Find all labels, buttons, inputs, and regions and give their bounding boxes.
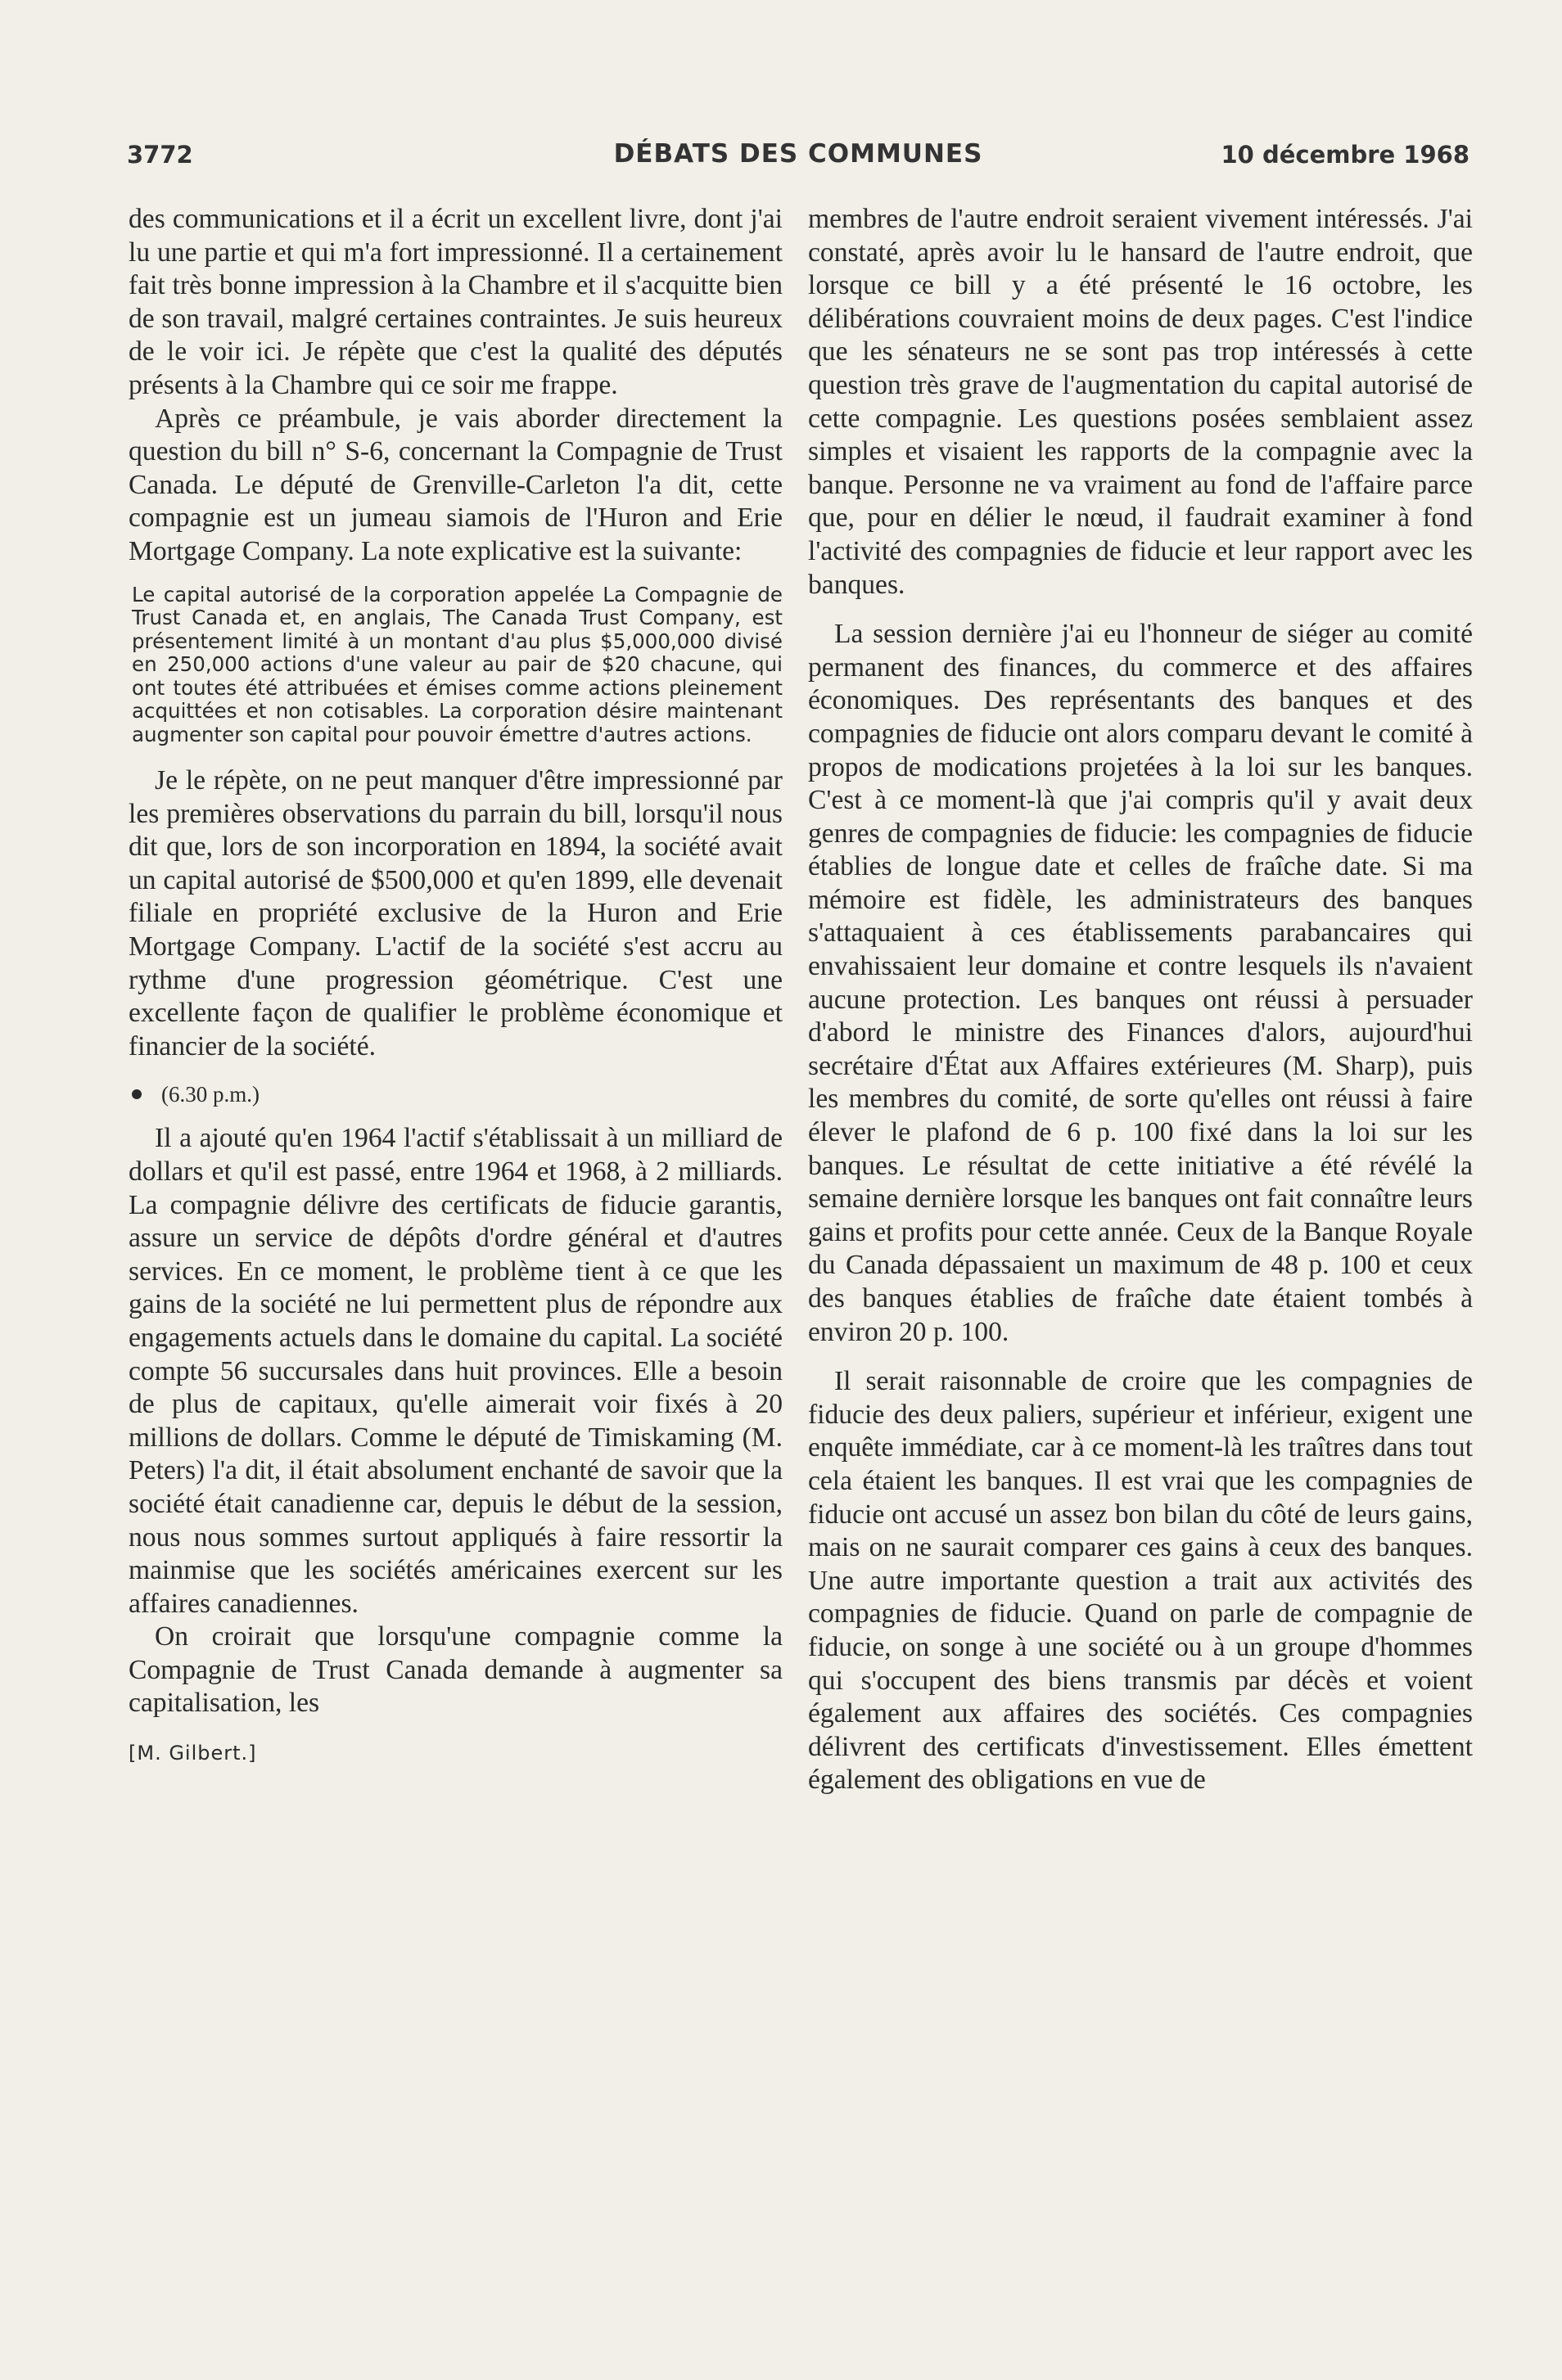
paragraph: membres de l'autre endroit seraient vivement intéressés. J'ai constaté, après avoir lu le hansard de l'autre endroit, que lorsque ce bill y a été présenté le 16 octobre, les délibérations couvraient moins de deux pages. C'est l'indice que les sénateurs ne se sont pas trop intéressés à cette question très grave de l'augmentation du capital autorisé de cette compagnie. Les questions posées semblaient assez simples et visaient les rapports de la compagnie avec la banque. Personne ne va vraiment au fond de l'affaire parce que, pour en délier le nœud, il faudrait examiner à fond l'activité des compagnies de fiducie et leur rapport avec les banques. xyxy=(808,204,1473,600)
right-column xyxy=(808,203,1473,1797)
page-header xyxy=(127,136,1469,182)
paragraph: La session dernière j'ai eu l'honneur de siéger au comité permanent des finances, du commerce et des affaires économiques. Des représentants des banques et des compagnies de fiducie ont alors comparu devant le comité à propos de modications projetées à la loi sur les banques. C'est à ce moment-là que j'ai compris qu'il y avait deux genres de compagnies de fiducie: les compagnies de fiducie établies de longue date et celles de fraîche date. Si ma mémoire est fidèle, les administrateurs des banques s'attaquaient à ces établissements parabancaires qui envahissaient leur domaine et contre lesquels ils n'avaient aucune protection. Les banques ont réussi à persuader d'abord le ministre des Finances d'alors, aujourd'hui secrétaire d'État aux Affaires extérieures (M. Sharp), puis les membres du comité, de sorte qu'elles ont réussi à faire élever le plafond de 6 p. 100 fixé dans la loi sur les banques. Le résultat de cette initiative a été révélé la semaine dernière lorsque les banques ont fait connaître leurs gains et profits pour cette année. Ceux de la Banque Royale du Canada dépassaient un maximum de 48 p. 100 et ceux des banques établies de fraîche date étaient tombés à environ 20 p. 100. xyxy=(808,619,1473,1347)
paragraph: Après ce préambule, je vais aborder directement la question du bill n° S-6, concernant la Compagnie de Trust Canada. Le député de Grenville-Carleton l'a dit, cette compagnie est un jumeau siamois de l'Huron and Erie Mortgage Company. La note explicative est la suivante: xyxy=(129,403,783,566)
speaker-attribution: [M. Gilbert.] xyxy=(129,1742,257,1765)
paragraph: Il a ajouté qu'en 1964 l'actif s'établissait à un milliard de dollars et qu'il est passé, entre 1964 et 1968, à 2 milliards. La compagnie délivre des certificats de fiducie garantis, assure un service de dépôts d'ordre général et d'autres services. En ce moment, le problème tient à ce que les gains de la société ne lui permettent plus de répondre aux engagements actuels dans le domaine du capital. La société compte 56 succursales dans huit provinces. Elle a besoin de plus de capitaux, qu'elle aimerait voir fixés à 20 millions de dollars. Comme le député de Timiskaming (M. Peters) l'a dit, il était absolument enchanté de savoir que la société était canadienne car, depuis le début de la session, nous nous sommes surtout appliqués à faire ressortir la mainmise que les sociétés américaines exercent sur les affaires canadiennes. xyxy=(129,1123,783,1619)
page-number: 3772 xyxy=(127,141,193,169)
paragraph: On croirait que lorsqu'une compagnie comme la Compagnie de Trust Canada demande à augmenter sa capitalisation, les xyxy=(129,1621,783,1719)
time-marker xyxy=(129,1081,783,1107)
page-date: 10 décembre 1968 xyxy=(1221,141,1469,169)
page-title: DÉBATS DES COMMUNES xyxy=(613,139,983,169)
paragraph: Je le répète, on ne peut manquer d'être impressionné par les premières observations du parrain du bill, lorsqu'il nous dit que, lors de son incorporation en 1894, la société avait un capital autorisé de $500,000 et qu'en 1899, elle devenait filiale en propriété exclusive de la Huron and Erie Mortgage Company. L'actif de la société s'est accru au rythme d'une progression géométrique. C'est une excellente façon de qualifier le problème économique et financier de la société. xyxy=(129,765,783,1062)
time-marker-text: (6.30 p.m.) xyxy=(161,1082,260,1107)
paragraph: des communications et il a écrit un excellent livre, dont j'ai lu une partie et qui m'a fort impressionné. Il a certainement fait très bonne impression à la Chambre et il s'acquitte bien de son travail, malgré certaines contraintes. Je suis heureux de le voir ici. Je répète que c'est la qualité des députés présents à la Chambre qui ce soir me frappe. xyxy=(129,204,783,400)
bullet-icon xyxy=(132,1089,142,1099)
explanatory-note-quote: Le capital autorisé de la corporation appelée La Compagnie de Trust Canada et, en anglais, The Canada Trust Company, est présentement limité à un montant d'au plus $5,000,000 divisé en 250,000 actions d'une valeur au pair de $20 chacune, qui ont toutes été attribuées et émises comme actions pleinement acquittées et non cotisables. La corporation désire maintenant augmenter son capital pour pouvoir émettre d'autres actions. xyxy=(132,582,783,746)
left-column xyxy=(129,203,783,1770)
paragraph: Il serait raisonnable de croire que les compagnies de fiducie des deux paliers, supérieur et inférieur, exigent une enquête immédiate, car à ce moment-là les traîtres dans tout cela étaient les banques. Il est vrai que les compagnies de fiducie ont accusé un assez bon bilan du côté de leurs gains, mais on ne saurait comparer ces gains à ceux des banques. Une autre importante question a trait aux activités des compagnies de fiducie. Quand on parle de compagnie de fiducie, on songe à une société ou à un groupe d'hommes qui s'occupent des biens transmis par décès et voient également aux affaires des sociétés. Ces compagnies délivrent des certificats d'investissement. Elles émettent également des obligations en vue de xyxy=(808,1366,1473,1796)
